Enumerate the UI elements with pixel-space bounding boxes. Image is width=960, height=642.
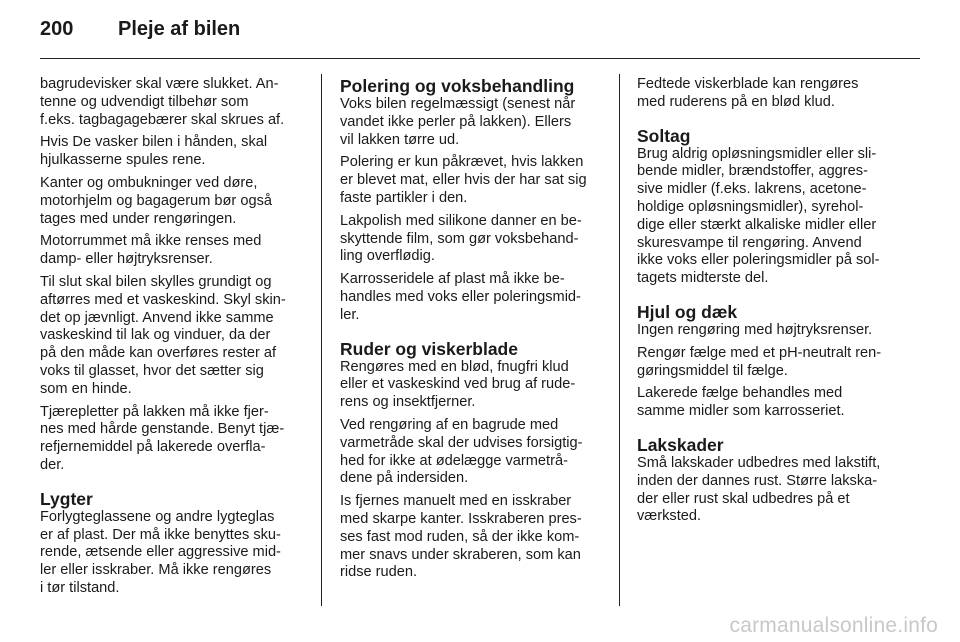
section-heading-soltag: Soltag [637,125,691,146]
paragraph: Fedtede viskerblade kan rengøres med ruderens på en blød klud. [637,76,859,110]
paragraph: Forlygteglassene og andre lygteglas er af plast. Der må ikke benyttes sku- rende, ætsende eller aggressive mid- ler eller isskraber. Må ikke rengøres i tør tilstand. [40,508,281,596]
paragraph: Polering er kun påkrævet, hvis lakken er blevet mat, eller hvis der har sat sig faste partikler i den. [340,154,587,206]
page-title: Pleje af bilen [118,18,241,40]
column-divider [619,74,620,606]
paragraph: Kanter og ombukninger ved døre, motorhjelm og bagagerum bør også tages med under rengøringen. [40,174,272,227]
paragraph: Is fjernes manuelt med en isskraber med skarpe kanter. Isskraberen pres- ses fast mod ruden, så der ikke kom- mer snavs under skraberen, som kan ridse ruden. [340,493,582,581]
column-1 [40,76,312,603]
section-heading-lakskader: Lakskader [637,434,724,455]
paragraph: Lakerede fælge behandles med samme midler som karrosseriet. [637,385,845,420]
paragraph: Til slut skal bilen skylles grundigt og aftørres med et vaskeskind. Skyl skin- det op jævnligt. Anvend ikke samme vaskeskind til lak og vinduer, da der på den måde kan overføres rester af voks til glasset, hvor det sætter sig som en hinde. [40,273,286,397]
paragraph: bagrudevisker skal være slukket. An- tenne og udvendigt tilbehør som f.eks. tagbagagebærer skal skrues af. [40,76,285,128]
section-heading-lygter: Lygter [40,488,93,509]
column-3 [637,76,909,531]
paragraph: Lakpolish med silikone danner en be- skyttende film, som gør voksbehand- ling overflødig. [340,212,582,265]
page-header [40,18,240,48]
section-heading-ruder: Ruder og viskerblade [340,338,518,359]
paragraph: Ingen rengøring med højtryksrenser. [637,321,873,338]
section-heading-polering: Polering og voksbehandling [340,76,575,96]
paragraph: Rengøres med en blød, fnugfri klud eller et vaskeskind ved brug af rude- rens og insektfjerner. [340,358,576,411]
page-number: 200 [40,18,74,40]
paragraph: Voks bilen regelmæssigt (senest når vandet ikke perler på lakken). Ellers vil lakken tørre ud. [340,96,576,148]
column-divider [321,74,322,606]
watermark: carmanualsonline.info [729,614,938,637]
paragraph: Brug aldrig opløsningsmidler eller sli- bende midler, brændstoffer, aggres- sive midler (f.eks. lakrens, acetone- holdige opløsningsmidler), syrehol- dige eller stærkt alkaliske midler eller skuresvampe til rengøring. Anvend ikke voks eller poleringsmidler på sol- tagets midterste del. [637,145,880,287]
paragraph: Rengør fælge med et pH-neutralt ren- gøringsmiddel til fælge. [637,344,882,379]
paragraph: Motorrummet må ikke renses med damp- eller højtryksrenser. [40,233,262,268]
paragraph: Tjærepletter på lakken må ikke fjer- nes med hårde genstande. Benyt tjæ- refjernemiddel på lakerede overfla- der. [40,403,285,473]
paragraph: Ved rengøring af en bagrude med varmetråde skal der udvises forsigtig- hed for ikke at ødelægge varmetrå- dene på indersiden. [340,416,583,487]
header-rule [40,58,920,59]
paragraph: Karrosseridele af plast må ikke be- handles med voks eller poleringsmid- ler. [340,271,581,323]
paragraph: Små lakskader udbedres med lakstift, inden der dannes rust. Større lakska- der eller rust skal udbedres på et værksted. [637,454,881,525]
section-heading-hjul: Hjul og dæk [637,301,738,322]
column-2 [340,76,612,587]
paragraph: Hvis De vasker bilen i hånden, skal hjulkasserne spules rene. [40,134,268,169]
